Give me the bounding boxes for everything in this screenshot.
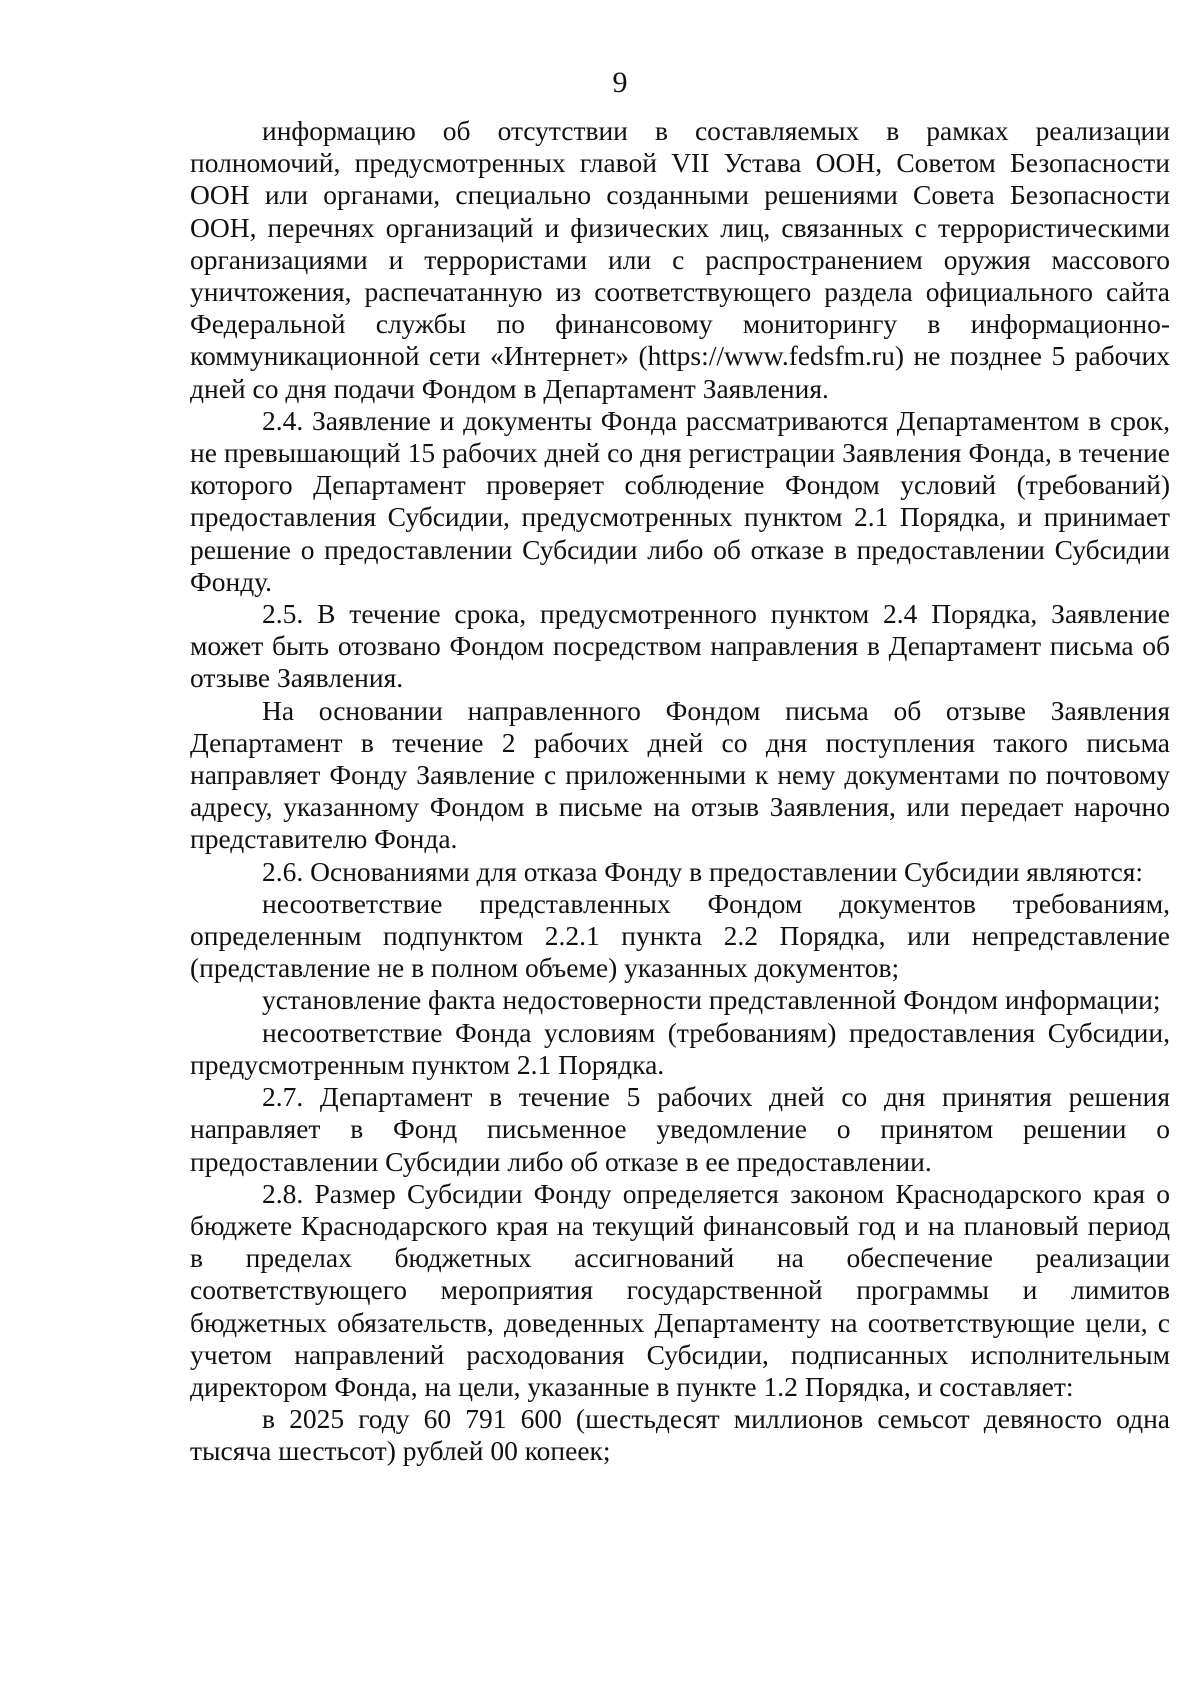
- paragraph-2-5: 2.5. В течение срока, предусмотренного пунктом 2.4 Порядка, Заявление может быть отозвано Фондом посредством направления в Департамент письма об отзыве Заявления.: [190, 598, 1170, 694]
- paragraph-2-8: 2.8. Размер Субсидии Фонду определяется законом Краснодарского края о бюджете Краснодарского края на текущий финансовый год и на плановый период в пределах бюджетных ассигнований на обеспечение реализации соответствующего мероприятия государственной программы и лимитов бюджетных обязательств, доведенных Департаменту на соответствующие цели, с учетом направлений расходования Субсидии, подписанных исполнительным директором Фонда, на цели, указанные в пункте 1.2 Порядка, и составляет:: [190, 1177, 1170, 1402]
- paragraph-fedsfm-info: информацию об отсутствии в составляемых в рамках реализации полномочий, предусмотренных главой VII Устава ООН, Советом Безопасности ООН или органами, специально созданными решениями Совета Безопасности ООН, перечнях организаций и физических лиц, связанных с террористическими организациями и террористами или с распространением оружия массового уничтожения, распечатанную из соответствующего раздела официального сайта Федеральной службы по финансовому мониторингу в информационно-коммуникационной сети «Интернет» (https://www.fedsfm.ru) не позднее 5 рабочих дней со дня подачи Фондом в Департамент Заявления.: [190, 115, 1170, 404]
- paragraph-2-4: 2.4. Заявление и документы Фонда рассматриваются Департаментом в срок, не превышающий 15 рабочих дней со дня регистрации Заявления Фонда, в течение которого Департамент проверяет соблюдение Фондом условий (требований) предоставления Субсидии, предусмотренных пунктом 2.1 Порядка, и принимает решение о предоставлении Субсидии либо об отказе в предоставлении Субсидии Фонду.: [190, 404, 1170, 597]
- paragraph-2-7: 2.7. Департамент в течение 5 рабочих дней со дня принятия решения направляет в Фонд письменное уведомление о принятом решении о предоставлении Субсидии либо об отказе в ее предоставлении.: [190, 1081, 1170, 1177]
- paragraph-2025-amount: в 2025 году 60 791 600 (шестьдесят миллионов семьсот девяносто одна тысяча шестьсот) рублей 00 копеек;: [190, 1403, 1170, 1467]
- paragraph-refusal-conditions: несоответствие Фонда условиям (требованиям) предоставления Субсидии, предусмотренным пунктом 2.1 Порядка.: [190, 1016, 1170, 1080]
- paragraph-refusal-documents: несоответствие представленных Фондом документов требованиям, определенным подпунктом 2.2.1 пункта 2.2 Порядка, или непредставление (представление не в полном объеме) указанных документов;: [190, 887, 1170, 984]
- paragraph-withdrawal-return: На основании направленного Фондом письма об отзыве Заявления Департамент в течение 2 рабочих дней со дня поступления такого письма направляет Фонду Заявление с приложенными к нему документами по почтовому адресу, указанному Фондом в письме на отзыв Заявления, или передает нарочно представителю Фонда.: [190, 694, 1170, 855]
- paragraph-2-6: 2.6. Основаниями для отказа Фонду в предоставлении Субсидии являются:: [262, 855, 1143, 887]
- page-number: 9: [612, 66, 628, 99]
- paragraph-refusal-unreliable-info: установление факта недостоверности представленной Фондом информации;: [262, 984, 1161, 1016]
- document-body: [190, 115, 1170, 1468]
